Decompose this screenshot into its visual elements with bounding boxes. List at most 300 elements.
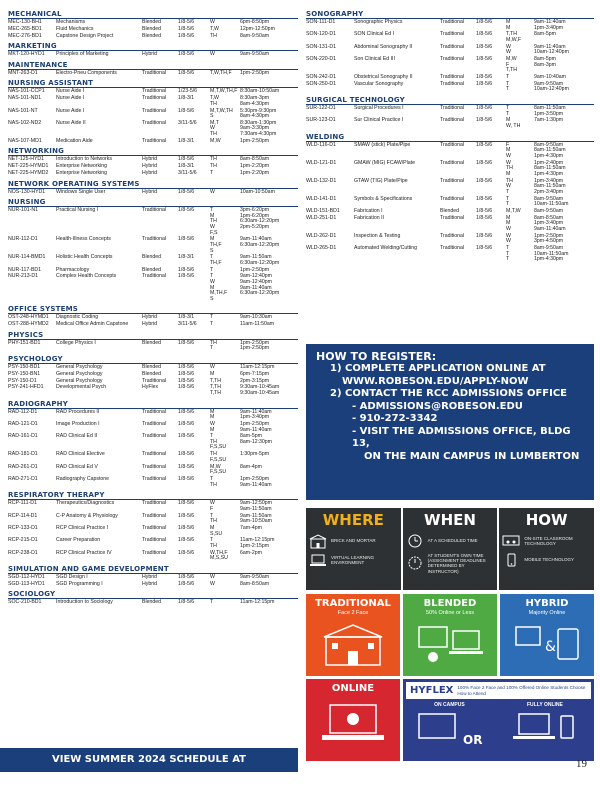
section-title: NETWORKING (8, 147, 298, 156)
course-dates: 1/8-5/6 (476, 245, 493, 252)
course-code: SON-242-D1 (306, 74, 336, 81)
course-days (506, 209, 534, 215)
course-title: Radiography Capstone (56, 476, 110, 482)
course-title: GTAW (TIG) Plate/Pipe (354, 177, 408, 184)
times-line: 10am-10:50am (240, 188, 275, 195)
course-row (306, 179, 594, 196)
times-line: 8am-5pm (534, 56, 556, 63)
times-line: 8am-11:50am (534, 183, 566, 190)
hyflex-options (403, 702, 594, 708)
course-times (240, 164, 296, 170)
course-title: Enterprise Networking (56, 170, 108, 176)
course-dates: 1/8-5/6 (178, 107, 195, 114)
days-line: TH,F (210, 259, 222, 266)
times-line: 9am-11:40am (534, 225, 566, 232)
course-dates: 1/8-5/6 (178, 476, 195, 482)
course-title: SGD Programming I (56, 580, 103, 587)
course-days (210, 477, 240, 488)
course-times (534, 216, 592, 233)
course-row (8, 190, 298, 196)
section-title: RESPIRATORY THERAPY (8, 491, 298, 500)
course-dates: 1/8-3/1 (178, 254, 195, 261)
days-line: M,S,SU (210, 555, 228, 562)
course-days (210, 341, 240, 352)
course-title: General Psychology (56, 364, 103, 370)
course-mode: Traditional (440, 195, 465, 202)
course-mode: Blended (142, 254, 162, 261)
days-line: T,TH (210, 377, 221, 384)
course-row (8, 582, 298, 588)
schedule-section (8, 10, 298, 39)
section-title: NURSING (8, 198, 298, 207)
course-code: WLD-121-D1 (306, 159, 337, 166)
times-line: 8am-4:30pm (240, 113, 270, 120)
course-code: NAS-107-MD1 (8, 137, 42, 144)
days-line: T,TH (210, 384, 221, 391)
course-times (534, 197, 592, 208)
course-mode: Traditional (142, 476, 167, 482)
mobile-phone-icon (502, 553, 520, 567)
times-line: 1pm-2:50pm (240, 420, 270, 427)
course-title: Windows Single User (56, 188, 106, 195)
course-code: NOS-130-HYD1 (8, 188, 46, 195)
hybrid-devices-icon (512, 621, 582, 667)
course-times (240, 268, 296, 274)
days-line: T (210, 537, 214, 544)
course-dates: 1/8-5/6 (476, 214, 493, 221)
times-line: 8am-9:50am (534, 245, 564, 252)
online-tile (306, 679, 400, 761)
course-times (534, 45, 592, 56)
svg-text:&: & (545, 639, 556, 655)
course-row (8, 379, 298, 385)
course-row (306, 234, 594, 245)
course-mode: Traditional (440, 56, 465, 63)
course-row (306, 75, 594, 81)
course-row (8, 52, 298, 58)
times-line: 11am-12:15pm (240, 364, 275, 370)
schedule-section (8, 355, 298, 397)
course-dates: 1/8-5/6 (178, 370, 195, 377)
times-line: 8am-3pm (534, 61, 556, 68)
course-mode: Traditional (142, 273, 167, 280)
course-times (240, 208, 296, 236)
days-line: TH (210, 438, 217, 445)
section-title: SOCIOLOGY (8, 590, 298, 599)
course-days (210, 208, 240, 236)
course-title: Introduction to Networks (56, 156, 112, 163)
course-row (306, 118, 594, 129)
section-title: SONOGRAPHY (306, 10, 594, 19)
course-days (210, 139, 240, 145)
course-row (8, 410, 298, 421)
course-days (210, 575, 240, 581)
times-line: 1pm-2:50pm (534, 232, 564, 239)
register-apply-link[interactable]: WWW.ROBESON.EDU/APPLY-NOW (342, 375, 529, 387)
course-mode: Traditional (440, 141, 465, 148)
schedule-section (8, 305, 298, 327)
course-row (8, 501, 298, 512)
days-line: M,TH,F (210, 290, 228, 297)
schedule-section (8, 331, 298, 352)
times-line: 8am-11:50am (534, 165, 566, 172)
days-line: F,S,SU (210, 469, 227, 476)
course-code: WLD-262-D1 (306, 232, 337, 239)
course-days (506, 216, 534, 233)
course-mode: Traditional (142, 207, 167, 214)
course-mode: Traditional (142, 549, 167, 556)
course-title: Diagnostic Coding (56, 314, 99, 321)
course-mode: Traditional (142, 512, 167, 519)
days-line: TH (210, 218, 217, 225)
course-times (534, 143, 592, 160)
course-times (534, 118, 592, 129)
course-code: SGD-113-HYD1 (8, 580, 45, 587)
course-title: Fabrication II (354, 214, 384, 221)
course-times (240, 501, 296, 512)
course-days (506, 75, 534, 81)
course-title: Surgical Procedures I (354, 105, 404, 112)
course-days (506, 57, 534, 74)
course-row (8, 121, 298, 138)
course-dates: 3/11-5/6 (178, 321, 197, 328)
page-number: 19 (576, 758, 587, 770)
times-line: 1pm-3:40pm (534, 24, 564, 31)
course-title: Nurse Aide I (56, 95, 85, 102)
times-line: 9am-10:40am (534, 74, 567, 81)
footer-banner[interactable]: VIEW SUMMER 2024 SCHEDULE AT WWW.ROBESON.EDU (0, 748, 298, 772)
course-mode: Hybrid (142, 170, 157, 176)
course-row (306, 143, 594, 160)
days-line: T,W (210, 95, 219, 102)
course-code: RAD-112-D1 (8, 408, 38, 415)
course-days (210, 385, 240, 396)
course-times (534, 82, 592, 93)
course-row (8, 600, 298, 606)
course-dates: 1/8-5/6 (178, 384, 195, 391)
course-times (240, 452, 296, 463)
course-title: Obstetrical Sonography II (354, 74, 413, 81)
times-line: 8am-9:50am (534, 207, 564, 214)
times-line (240, 249, 296, 255)
times-line: 8am-12:30pm (240, 438, 273, 445)
course-dates: 1/8-5/6 (476, 19, 493, 25)
times-line (534, 38, 592, 44)
course-title: Sur Clinical Practice I (354, 117, 404, 124)
course-mode: Traditional (142, 95, 167, 102)
course-title: Complex Health Concepts (56, 273, 117, 280)
course-code: NAS-101-NT (8, 107, 38, 114)
course-title: Career Preparation (56, 537, 101, 544)
course-code: NUR-101-N1 (8, 207, 38, 214)
course-times (534, 209, 592, 215)
course-dates: 1/8-5/6 (178, 463, 195, 470)
days-line: S (210, 295, 214, 302)
course-title: Developmental Psych (56, 384, 107, 391)
course-code: RCP-133-D1 (8, 524, 38, 531)
course-row (8, 315, 298, 321)
course-days (210, 89, 240, 95)
course-row (8, 341, 298, 352)
course-mode: Blended (142, 19, 162, 25)
hyflex-on-campus: ON CAMPUS (434, 702, 465, 708)
times-line: 9am-10:50am (240, 518, 273, 525)
days-line: T (506, 256, 510, 263)
times-line: 1pm-2:50pm (240, 69, 270, 76)
course-title: Image Production I (56, 420, 100, 427)
course-code: RAD-161-D1 (8, 433, 38, 440)
course-mode: Hybrid (142, 163, 157, 170)
course-dates: 1/8-5/6 (178, 599, 195, 606)
where-item-text: VIRTUAL LEARNING ENVIRONMENT (331, 554, 375, 565)
course-days (210, 322, 240, 328)
times-line: 1pm-2:50pm (240, 137, 270, 144)
traditional-tile (306, 594, 400, 676)
course-times (240, 89, 296, 95)
schedule-section (8, 180, 298, 196)
times-line: 8am-4:30pm (240, 100, 270, 107)
course-times (240, 422, 296, 433)
course-mode: Traditional (440, 159, 465, 166)
times-line: 1pm-4:30pm (534, 170, 564, 177)
times-line: 9am-11:50am (240, 254, 272, 261)
days-line: W (506, 238, 511, 245)
course-times (534, 75, 592, 81)
course-times (240, 526, 296, 537)
days-line: M (210, 212, 215, 219)
course-code: WLD-151-BD1 (306, 207, 340, 214)
days-line: W (210, 573, 215, 580)
course-dates: 1/8-5/6 (178, 266, 195, 273)
course-row (306, 82, 594, 93)
course-dates: 1/8-5/6 (178, 51, 195, 58)
course-mode: Traditional (440, 214, 465, 221)
times-line: 8am-5pm (240, 433, 262, 440)
course-code: MEC-276-BD1 (8, 32, 42, 39)
course-days (210, 71, 240, 77)
course-mode: Hybrid (142, 156, 157, 163)
days-line: TH (506, 165, 513, 172)
times-line: 8:30am-10:50am (240, 88, 280, 95)
course-row (306, 209, 594, 215)
course-days (506, 32, 534, 43)
schedule-section (306, 133, 594, 263)
course-times (240, 27, 296, 33)
calendar-clock-icon (406, 556, 424, 570)
course-dates: 1/8-3/1 (178, 314, 195, 321)
times-line: 9am-9:50am (240, 51, 270, 58)
days-line: F,S,SU (210, 444, 227, 451)
course-row (8, 268, 298, 274)
course-days (506, 246, 534, 263)
course-mode: Traditional (142, 524, 167, 531)
course-mode: Blended (142, 364, 162, 370)
times-line: 11am-12:15pm (240, 537, 275, 544)
times-line: 8am-9:50am (240, 32, 270, 39)
days-line: T (506, 110, 510, 117)
course-row (306, 216, 594, 233)
course-times (240, 237, 296, 254)
days-line: T (210, 314, 214, 321)
days-line: T (210, 476, 214, 482)
course-mode: Hybrid (142, 573, 157, 580)
days-line: M (506, 24, 511, 31)
days-line: W (506, 49, 511, 56)
course-days (506, 179, 534, 196)
days-line: M,W,F (506, 36, 521, 43)
course-mode: Blended (440, 207, 460, 214)
times-line: 1pm-3:50pm (534, 110, 564, 117)
times-line: 2pm-5:20pm (240, 223, 270, 230)
section-title: SURGICAL TECHNOLOGY (306, 96, 594, 105)
times-line (240, 445, 296, 451)
traditional-name: TRADITIONAL (315, 598, 391, 609)
section-title: MECHANICAL (8, 10, 298, 19)
right-schedule-column (306, 10, 594, 266)
course-mode: Traditional (142, 537, 167, 544)
how-column (499, 508, 594, 590)
course-row (306, 20, 594, 31)
days-line: W (506, 43, 511, 50)
course-days (210, 268, 240, 274)
course-days (210, 52, 240, 58)
times-line: 1pm-3:40pm (534, 220, 564, 227)
course-mode: Traditional (440, 245, 465, 252)
course-dates: 1/8-3/1 (178, 137, 195, 144)
course-times (240, 372, 296, 378)
course-row (8, 164, 298, 170)
days-line: W (210, 51, 215, 58)
days-line: T (506, 74, 510, 81)
times-line: 1pm-6:20pm (240, 212, 270, 219)
course-dates: 1/8-5/6 (476, 117, 493, 124)
course-code: NUR-112-D1 (8, 236, 38, 243)
course-title: General Psychology (56, 377, 103, 384)
days-line: TH (210, 542, 217, 549)
course-mode: Traditional (142, 420, 167, 427)
course-dates: 3/11-5/6 (178, 170, 197, 176)
course-mode: Traditional (440, 80, 465, 87)
course-times (240, 34, 296, 40)
course-mode: Traditional (440, 19, 465, 25)
course-code: NAS-101-CCP1 (8, 88, 45, 95)
times-line: 8am-4pm (240, 463, 262, 470)
hyflex-name: HYFLEX (410, 685, 454, 696)
course-times (240, 575, 296, 581)
times-line: 1pm-2:50pm (240, 476, 270, 482)
section-title: PSYCHOLOGY (8, 355, 298, 364)
hyflex-tile (403, 679, 594, 761)
section-title: MAINTENANCE (8, 61, 298, 70)
register-visit-line-1: - VISIT THE ADMISSIONS OFFICE, BLDG 13, (352, 425, 571, 449)
register-step-1: 1) COMPLETE APPLICATION ONLINE AT (330, 363, 546, 374)
times-line: 9am-9:50am (534, 80, 564, 87)
course-days (210, 514, 240, 525)
times-line: 9am-10:30am (240, 314, 273, 321)
course-title: RAD Clinical Ed V (56, 463, 98, 470)
times-line: 1pm-4:30pm (534, 152, 564, 159)
course-title: Automated Welding/Cutting (354, 245, 418, 252)
course-mode: Traditional (142, 408, 167, 415)
course-row (8, 109, 298, 120)
times-line: 6am-2pm (240, 549, 262, 556)
course-row (8, 274, 298, 302)
course-days (210, 27, 240, 33)
times-line (240, 458, 296, 464)
days-line: TH (210, 518, 217, 525)
course-row (8, 255, 298, 266)
times-line: 6:30am-12:20pm (240, 259, 280, 266)
course-days (210, 551, 240, 562)
how-item-text: ON-SITE CLASSROOM TECHNOLOGY (524, 535, 573, 546)
course-mode: Traditional (440, 105, 465, 112)
days-line: T (210, 207, 214, 214)
times-line: 1pm-2:40pm (534, 159, 564, 166)
register-email-link[interactable]: - ADMISSIONS@ROBESON.EDU (352, 400, 523, 412)
section-title: NETWORK OPERATING SYSTEMS (8, 180, 298, 189)
days-line: F (506, 141, 510, 148)
course-row (8, 434, 298, 451)
times-line: 8:30am-3pm (240, 95, 270, 102)
course-code: OST-288-HYMD2 (8, 321, 49, 328)
course-code: SUR-123-D1 (306, 117, 336, 124)
days-line: W (210, 364, 215, 370)
course-dates: 1/8-5/6 (476, 43, 493, 50)
course-title: RAD Procedures II (56, 408, 100, 415)
course-row (8, 365, 298, 371)
times-line (240, 297, 296, 303)
course-row (8, 465, 298, 476)
course-days (210, 109, 240, 120)
times-line: 5:30pm-9:30pm (240, 107, 277, 114)
course-code: SON-111-D1 (306, 19, 336, 25)
course-times (240, 171, 296, 177)
course-times (240, 52, 296, 58)
course-times (240, 600, 296, 606)
days-line: M (506, 19, 511, 25)
days-line: T (506, 80, 510, 87)
days-line: W (210, 580, 215, 587)
course-row (306, 45, 594, 56)
times-line (534, 68, 592, 74)
days-line: T (506, 188, 510, 195)
where-column (306, 508, 401, 590)
where-heading: WHERE (322, 511, 384, 529)
course-title: Medical Office Admin Capstone (56, 321, 129, 328)
laptop-icon (309, 553, 327, 567)
days-line: W (210, 500, 215, 507)
course-row (8, 208, 298, 236)
times-line: 1pm-2:50pm (240, 345, 270, 352)
course-row (306, 197, 594, 208)
days-line: W (210, 188, 215, 195)
days-line: M,W (210, 463, 221, 470)
clock-icon (406, 534, 424, 548)
days-line: F (210, 505, 214, 512)
days-line: M (210, 524, 215, 531)
how-item (502, 534, 591, 548)
times-line: 7am-4pm (240, 524, 262, 531)
course-code: RAD-121-D1 (8, 420, 38, 427)
course-times (240, 121, 296, 138)
course-days (210, 526, 240, 537)
days-line: M,W (506, 56, 517, 63)
course-dates: 1/8-5/6 (178, 573, 195, 580)
schedule-section (8, 79, 298, 144)
course-mode: Blended (142, 266, 162, 273)
course-row (306, 57, 594, 74)
days-line: W (506, 159, 511, 166)
